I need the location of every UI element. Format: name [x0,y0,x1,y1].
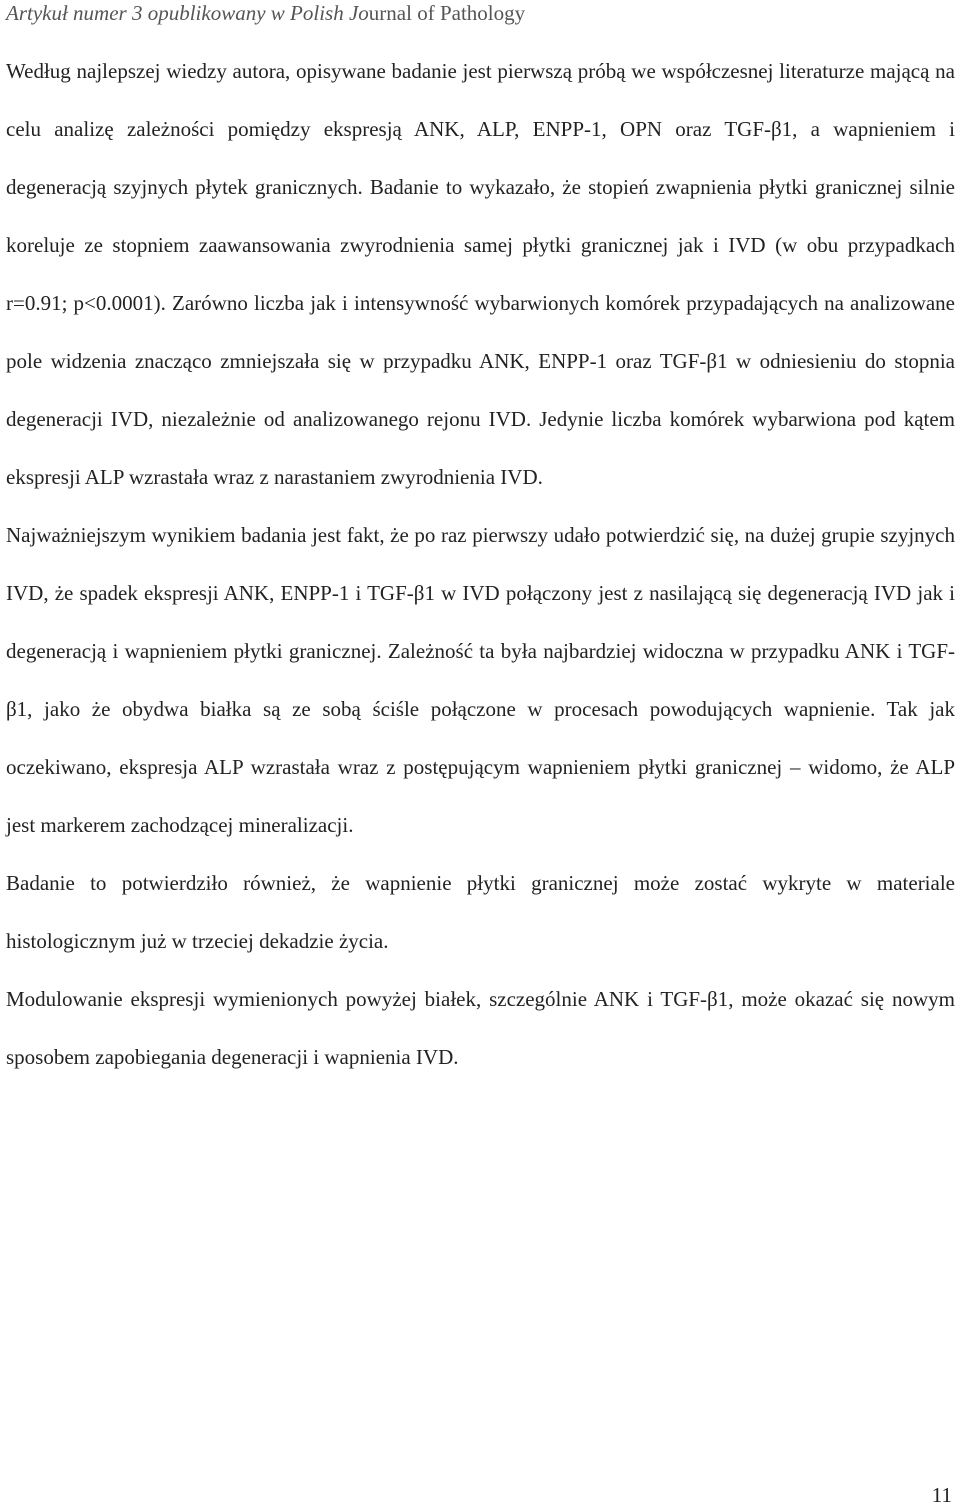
page-number: 11 [931,1483,952,1507]
running-header [6,0,525,26]
header-journal-italic: Artykuł numer 3 opublikowany w Polish Jo [6,1,369,25]
paragraph-histology: Badanie to potwierdziło również, że wapnienie płytki granicznej może zostać wykryte w materiale histologicznym już w trzeciej dekadzie życia. [6,871,955,953]
paragraph-findings: Według najlepszej wiedzy autora, opisywane badanie jest pierwszą próbą we współczesnej literaturze mającą na celu analizę zależności pomiędzy ekspresją ANK, ALP, ENPP-1, OPN oraz TGF-β1, a wapnieniem i degeneracją szyjnych płytek granicznych. Badanie to wykazało, że stopień zwapnienia płytki granicznej silnie koreluje ze stopniem zaawansowania zwyrodnienia samej płytki granicznej jak i IVD (w obu przypadkach r=0.91; p<0.0001). Zarówno liczba jak i intensywność wybarwionych komórek przypadających na analizowane pole widzenia znacząco zmniejszała się w przypadku ANK, ENPP-1 oraz TGF-β1 w odniesieniu do stopnia degeneracji IVD, niezależnie od analizowanego rejonu IVD. Jedynie liczba komórek wybarwiona pod kątem ekspresji ALP wzrastała wraz z narastaniem zwyrodnienia IVD. [6,59,955,489]
paragraph-conclusion: Modulowanie ekspresji wymienionych powyżej białek, szczególnie ANK i TGF-β1, może okazać się nowym sposobem zapobiegania degeneracji i wapnienia IVD. [6,987,955,1069]
article-body [6,42,955,1086]
header-journal-regular: urnal of Pathology [368,1,526,25]
paragraph-key-result: Najważniejszym wynikiem badania jest fakt, że po raz pierwszy udało potwierdzić się, na dużej grupie szyjnych IVD, że spadek ekspresji ANK, ENPP-1 i TGF-β1 w IVD połączony jest z nasilającą się degeneracją IVD jak i degeneracją i wapnieniem płytki granicznej. Zależność ta była najbardziej widoczna w przypadku ANK i TGF-β1, jako że obydwa białka są ze sobą ściśle połączone w procesach powodujących wapnienie. Tak jak oczekiwano, ekspresja ALP wzrastała wraz z postępującym wapnieniem płytki granicznej – widomo, że ALP jest markerem zachodzącej mineralizacji. [6,523,955,837]
